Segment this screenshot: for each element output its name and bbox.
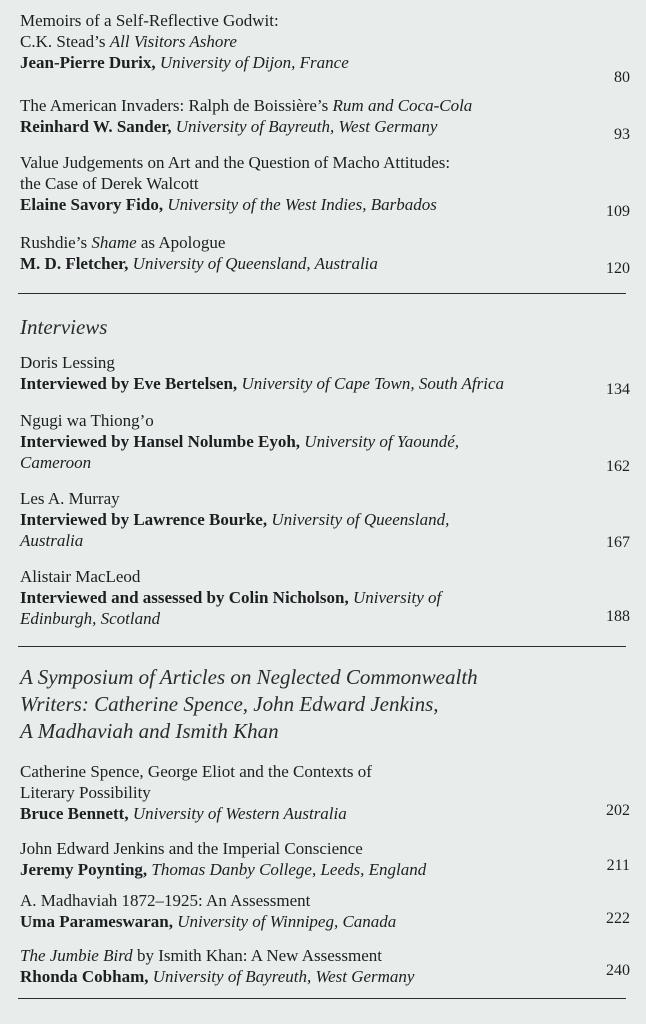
article-author-line [20,911,630,932]
author-name: Interviewed and assessed by Colin Nicholson, [20,588,349,607]
interview-entry [20,352,630,394]
author-affiliation: University of Cape Town, South Africa [241,374,504,393]
article-author-line [20,52,630,73]
article-title: Rushdie’s Shame as Apologue [20,233,226,252]
article-entry [20,890,630,932]
article-title: John Edward Jenkins and the Imperial Conscience [20,839,363,858]
page-number: 222 [606,910,630,927]
author-name: Rhonda Cobham, [20,967,149,986]
page-number: 167 [606,534,630,551]
author-affiliation: University of the West Indies, Barbados [167,195,437,214]
author-name: Bruce Bennett, [20,804,129,823]
author-affiliation: University of Queensland, Australia [132,254,378,273]
article-title: Catherine Spence, George Eliot and the Contexts of [20,762,372,781]
author-affiliation: University of Winnipeg, Canada [177,912,397,931]
page-number: 202 [606,802,630,819]
article-title: the Case of Derek Walcott [20,174,199,193]
author-affiliation: University of Bayreuth, West Germany [175,117,438,136]
article-title: Literary Possibility [20,783,151,802]
page-number: 80 [614,69,630,86]
interview-author-line [20,509,630,530]
article-title: C.K. Stead’s All Visitors Ashore [20,32,237,51]
article-author-line [20,194,630,215]
interview-author-line [20,373,630,394]
author-affiliation: University of Queensland, [271,510,450,529]
author-affiliation: University of Yaoundé, [304,432,460,451]
article-author-line [20,859,630,880]
author-name: Interviewed by Eve Bertelsen, [20,374,238,393]
article-entry [20,232,630,274]
author-name: Interviewed by Hansel Nolumbe Eyoh, [20,432,301,451]
interview-author-line [20,587,630,608]
interview-subject: Ngugi wa Thiong’o [20,411,154,430]
page-number: 93 [614,126,630,143]
author-name: Uma Parameswaran, [20,912,173,931]
interview-entry [20,488,630,551]
article-author-line [20,803,630,824]
page-number: 134 [606,381,630,398]
interview-entry [20,410,630,473]
article-title: Memoirs of a Self-Reflective Godwit: [20,11,279,30]
interview-subject: Doris Lessing [20,353,115,372]
section-heading-symposium: Writers: Catherine Spence, John Edward Jenkins, [20,692,439,716]
article-entry [20,152,630,215]
page-number: 162 [606,458,630,475]
page-number: 120 [606,260,630,277]
author-affiliation: University of Dijon, France [159,53,349,72]
article-author-line [20,116,630,137]
author-affiliation: Thomas Danby College, Leeds, England [151,860,427,879]
article-entry [20,838,630,880]
author-name: Jean-Pierre Durix, [20,53,156,72]
page-number: 188 [606,608,630,625]
author-name: Interviewed by Lawrence Bourke, [20,510,268,529]
section-heading-symposium: A Madhaviah and Ismith Khan [20,719,279,743]
page-number: 109 [606,203,630,220]
interview-subject: Alistair MacLeod [20,567,141,586]
page-number: 211 [606,857,630,874]
article-author-line [20,966,630,987]
author-name: Reinhard W. Sander, [20,117,172,136]
article-entry [20,945,630,987]
section-heading-interviews: Interviews [20,315,108,339]
interview-entry [20,566,630,629]
author-affiliation: Edinburgh, Scotland [20,609,161,628]
author-affiliation: University of Bayreuth, West Germany [152,967,415,986]
article-author-line [20,253,630,274]
author-name: M. D. Fletcher, [20,254,129,273]
interview-author-line [20,431,630,452]
author-affiliation: Australia [20,531,84,550]
article-entry [20,10,630,73]
section-heading-symposium: A Symposium of Articles on Neglected Commonwealth [20,665,478,689]
article-entry [20,95,630,137]
author-affiliation: Cameroon [20,453,92,472]
page-number: 240 [606,962,630,979]
author-name: Elaine Savory Fido, [20,195,164,214]
article-title: The American Invaders: Ralph de Boissière’s Rum and Coca-Cola [20,96,473,115]
article-title: The Jumbie Bird by Ismith Khan: A New Assessment [20,946,383,965]
interview-subject: Les A. Murray [20,489,120,508]
article-title: A. Madhaviah 1872–1925: An Assessment [20,891,311,910]
author-affiliation: University of [352,588,442,607]
section-divider [18,998,626,999]
section-divider [18,646,626,647]
article-title: Value Judgements on Art and the Question of Macho Attitudes: [20,153,451,172]
author-name: Jeremy Poynting, [20,860,148,879]
section-divider [18,293,626,294]
article-entry [20,761,630,824]
author-affiliation: University of Western Australia [132,804,347,823]
